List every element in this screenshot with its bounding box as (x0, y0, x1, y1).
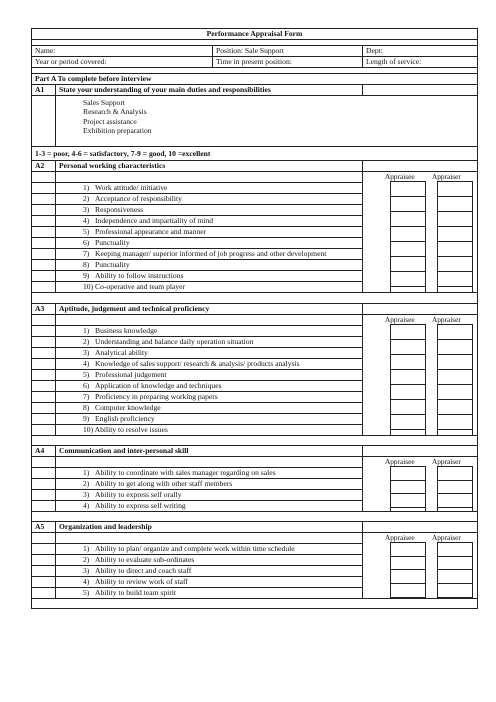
empty-cell (32, 577, 56, 588)
criterion-item: 9) Ability to follow instructions (56, 271, 363, 282)
appraisee-score-box[interactable] (391, 385, 425, 400)
appraiser-score-box[interactable] (438, 340, 472, 355)
criterion-item: 1) Business knowledge (56, 326, 363, 337)
appraiser-score-box[interactable] (438, 543, 472, 557)
criterion-item: 2) Acceptance of responsibility (56, 194, 363, 205)
section-spacer (32, 293, 478, 304)
appraisee-score-box[interactable] (391, 355, 425, 370)
rating-scale: 1-3 = poor, 4-6 = satisfactory, 7-9 = good, 10 =excellent (32, 147, 478, 161)
empty-cell (56, 457, 363, 468)
empty-cell (32, 414, 56, 425)
empty-cell (363, 161, 478, 172)
appraiser-score-box[interactable] (438, 385, 472, 400)
position-field[interactable]: Position: Sale Support (213, 46, 363, 57)
rating-columns (363, 533, 478, 599)
empty-cell (32, 249, 56, 260)
criterion-item: 1) Ability to coordinate with sales manager regarding on sales (56, 468, 363, 479)
section-title: Organization and leadership (56, 522, 363, 533)
period-field[interactable]: Year or period covered: (32, 57, 213, 68)
appraiser-score-box[interactable] (438, 400, 472, 415)
criterion-item: 2) Understanding and balance daily operation situation (56, 337, 363, 348)
empty-cell (32, 216, 56, 227)
rating-column-headers (385, 315, 478, 324)
appraiser-header: Appraiser (432, 172, 461, 181)
appraiser-score-box[interactable] (438, 481, 472, 495)
section-spacer (32, 599, 478, 609)
empty-cell (32, 555, 56, 566)
appraiser-score-box[interactable] (438, 570, 472, 584)
appraisee-score-box[interactable] (391, 508, 425, 512)
appraisee-score-box[interactable] (391, 325, 425, 340)
appraiser-score-box[interactable] (438, 598, 472, 599)
appraiser-score-box[interactable] (438, 287, 472, 293)
appraiser-score-box[interactable] (438, 415, 472, 430)
appraisee-score-boxes (390, 181, 426, 293)
empty-cell (32, 403, 56, 414)
criterion-item: 7) Proficiency in preparing working papers (56, 392, 363, 403)
appraiser-score-box[interactable] (438, 370, 472, 385)
criterion-item: 4) Independence and impartiality of mind (56, 216, 363, 227)
empty-cell (56, 172, 363, 183)
criterion-item: 2) Ability to evaluate sub-ordinates (56, 555, 363, 566)
duty-item: Project assistance (83, 116, 137, 126)
appraisee-score-box[interactable] (391, 197, 425, 212)
empty-cell (32, 370, 56, 381)
appraisee-score-box[interactable] (391, 212, 425, 227)
criterion-item: 4) Ability to review work of staff (56, 577, 363, 588)
appraiser-score-boxes (437, 542, 473, 599)
criterion-item: 6) Punctuality (56, 238, 363, 249)
appraisee-score-box[interactable] (391, 430, 425, 436)
criterion-item: 1) Ability to plan/ organize and complete work within time schedule (56, 544, 363, 555)
appraisee-score-box[interactable] (391, 400, 425, 415)
empty-cell (32, 227, 56, 238)
empty-cell (32, 205, 56, 216)
empty-cell (32, 501, 56, 512)
criterion-item: 7) Keeping manager/ superior informed of job progress and other development (56, 249, 363, 260)
appraisee-score-box[interactable] (391, 340, 425, 355)
appraiser-score-box[interactable] (438, 212, 472, 227)
empty-cell (32, 544, 56, 555)
appraisee-score-box[interactable] (391, 494, 425, 508)
appraisee-score-box[interactable] (391, 481, 425, 495)
empty-cell (363, 304, 478, 315)
section-title: Personal working characteristics (56, 161, 363, 172)
empty-cell (32, 479, 56, 490)
empty-cell (32, 337, 56, 348)
appraiser-score-box[interactable] (438, 467, 472, 481)
empty-cell (32, 490, 56, 501)
appraiser-header: Appraiser (432, 315, 461, 324)
section-title: Aptitude, judgement and technical proficiency (56, 304, 363, 315)
appraiser-score-box[interactable] (438, 182, 472, 197)
appraisee-score-box[interactable] (391, 257, 425, 272)
appraisee-header: Appraisee (385, 457, 415, 466)
appraiser-score-box[interactable] (438, 494, 472, 508)
appraisee-score-box[interactable] (391, 227, 425, 242)
section-code: A3 (32, 304, 56, 315)
appraiser-score-box[interactable] (438, 325, 472, 340)
appraiser-score-box[interactable] (438, 430, 472, 436)
appraiser-score-box[interactable] (438, 197, 472, 212)
criterion-item: 3) Analytical ability (56, 348, 363, 359)
appraiser-score-boxes (437, 324, 473, 436)
rating-columns (363, 172, 478, 293)
empty-cell (32, 183, 56, 194)
empty-cell (32, 533, 56, 544)
empty-cell (32, 172, 56, 183)
appraiser-score-box[interactable] (438, 227, 472, 242)
section-spacer (32, 436, 478, 446)
empty-cell (32, 238, 56, 249)
appraisee-score-boxes (390, 324, 426, 436)
empty-cell (32, 271, 56, 282)
rating-column-headers (385, 533, 478, 542)
appraiser-score-box[interactable] (438, 508, 472, 512)
criterion-item: 5) Professional judgement (56, 370, 363, 381)
empty-cell (32, 381, 56, 392)
section-code: A4 (32, 446, 56, 457)
empty-cell (363, 446, 478, 457)
section-title: Communication and inter-personal skill (56, 446, 363, 457)
criterion-item: 3) Responsiveness (56, 205, 363, 216)
empty-cell (32, 96, 56, 147)
empty-cell (32, 359, 56, 370)
empty-cell (363, 85, 478, 96)
criterion-item: 5) Ability to build team spirit (56, 588, 363, 599)
duties-list[interactable] (56, 96, 478, 147)
criterion-item: 4) Ability to express self writing (56, 501, 363, 512)
empty-cell (32, 392, 56, 403)
appraiser-score-boxes (437, 181, 473, 293)
empty-cell (56, 315, 363, 326)
part-a-heading: Part A To complete before interview (32, 74, 478, 85)
appraisee-header: Appraisee (385, 533, 415, 542)
rating-columns (363, 315, 478, 436)
appraisee-score-box[interactable] (391, 467, 425, 481)
appraisal-form (31, 28, 477, 609)
empty-cell (56, 533, 363, 544)
empty-cell (32, 348, 56, 359)
appraisee-header: Appraisee (385, 315, 415, 324)
appraisee-score-box[interactable] (391, 415, 425, 430)
section-code: A2 (32, 161, 56, 172)
criterion-item: 3) Ability to direct and coach staff (56, 566, 363, 577)
empty-cell (363, 522, 478, 533)
criterion-item: 4) Knowledge of sales support/ research & analysis/ products analysis (56, 359, 363, 370)
appraiser-header: Appraiser (432, 457, 461, 466)
empty-cell (32, 326, 56, 337)
criterion-item: 5) Professional appearance and manner (56, 227, 363, 238)
appraiser-header: Appraiser (432, 533, 461, 542)
section-code: A1 (32, 85, 56, 96)
empty-cell (32, 566, 56, 577)
name-field[interactable]: Name: (32, 46, 213, 57)
section-code: A5 (32, 522, 56, 533)
criterion-item: 8) Computer knowledge (56, 403, 363, 414)
appraisee-score-box[interactable] (391, 557, 425, 571)
empty-cell (32, 194, 56, 205)
appraisee-score-boxes (390, 542, 426, 599)
duty-item: Exhibition preparation (83, 126, 152, 136)
appraisee-score-box[interactable] (391, 598, 425, 599)
form-table (31, 28, 478, 609)
appraiser-score-box[interactable] (438, 557, 472, 571)
appraiser-score-box[interactable] (438, 242, 472, 257)
time-in-position-field[interactable]: Time in present position: (213, 57, 363, 68)
rating-columns (363, 457, 478, 512)
empty-cell (32, 315, 56, 326)
criterion-item: 6) Application of knowledge and techniques (56, 381, 363, 392)
criterion-item: 3) Ability to express self orally (56, 490, 363, 501)
appraisee-score-box[interactable] (391, 287, 425, 293)
appraisee-score-boxes (390, 466, 426, 512)
appraisee-score-box[interactable] (391, 242, 425, 257)
criterion-item: 1) Work attitude/ initiative (56, 183, 363, 194)
section-title: State your understanding of your main duties and responsibilities (56, 85, 363, 96)
empty-cell (32, 457, 56, 468)
criterion-item: 2) Ability to get along with other staff members (56, 479, 363, 490)
empty-cell (32, 425, 56, 436)
appraisee-score-box[interactable] (391, 272, 425, 287)
duty-item: Research & Analysis (83, 107, 147, 117)
criterion-item: 8) Punctuality (56, 260, 363, 271)
empty-cell (32, 260, 56, 271)
appraisee-score-box[interactable] (391, 182, 425, 197)
criterion-item: 10) Co-operative and team player (56, 282, 363, 293)
criterion-item: 10) Ability to resolve issues (56, 425, 363, 436)
appraisee-header: Appraisee (385, 172, 415, 181)
empty-cell (32, 282, 56, 293)
appraiser-score-box[interactable] (438, 355, 472, 370)
appraisee-score-box[interactable] (391, 543, 425, 557)
duty-item: Sales Support (83, 98, 125, 107)
rating-column-headers (385, 457, 478, 466)
empty-cell (32, 468, 56, 479)
length-of-service-field[interactable]: Length of service: (363, 57, 478, 68)
appraisee-score-box[interactable] (391, 370, 425, 385)
section-spacer (32, 512, 478, 522)
dept-field[interactable]: Dept: (363, 46, 478, 57)
rating-column-headers (385, 172, 478, 181)
appraiser-score-box[interactable] (438, 272, 472, 287)
form-title: Performance Appraisal Form (32, 29, 478, 40)
appraiser-score-box[interactable] (438, 584, 472, 598)
appraisee-score-box[interactable] (391, 584, 425, 598)
appraiser-score-boxes (437, 466, 473, 512)
criterion-item: 9) English proficiency (56, 414, 363, 425)
appraiser-score-box[interactable] (438, 257, 472, 272)
empty-cell (32, 588, 56, 599)
appraisee-score-box[interactable] (391, 570, 425, 584)
